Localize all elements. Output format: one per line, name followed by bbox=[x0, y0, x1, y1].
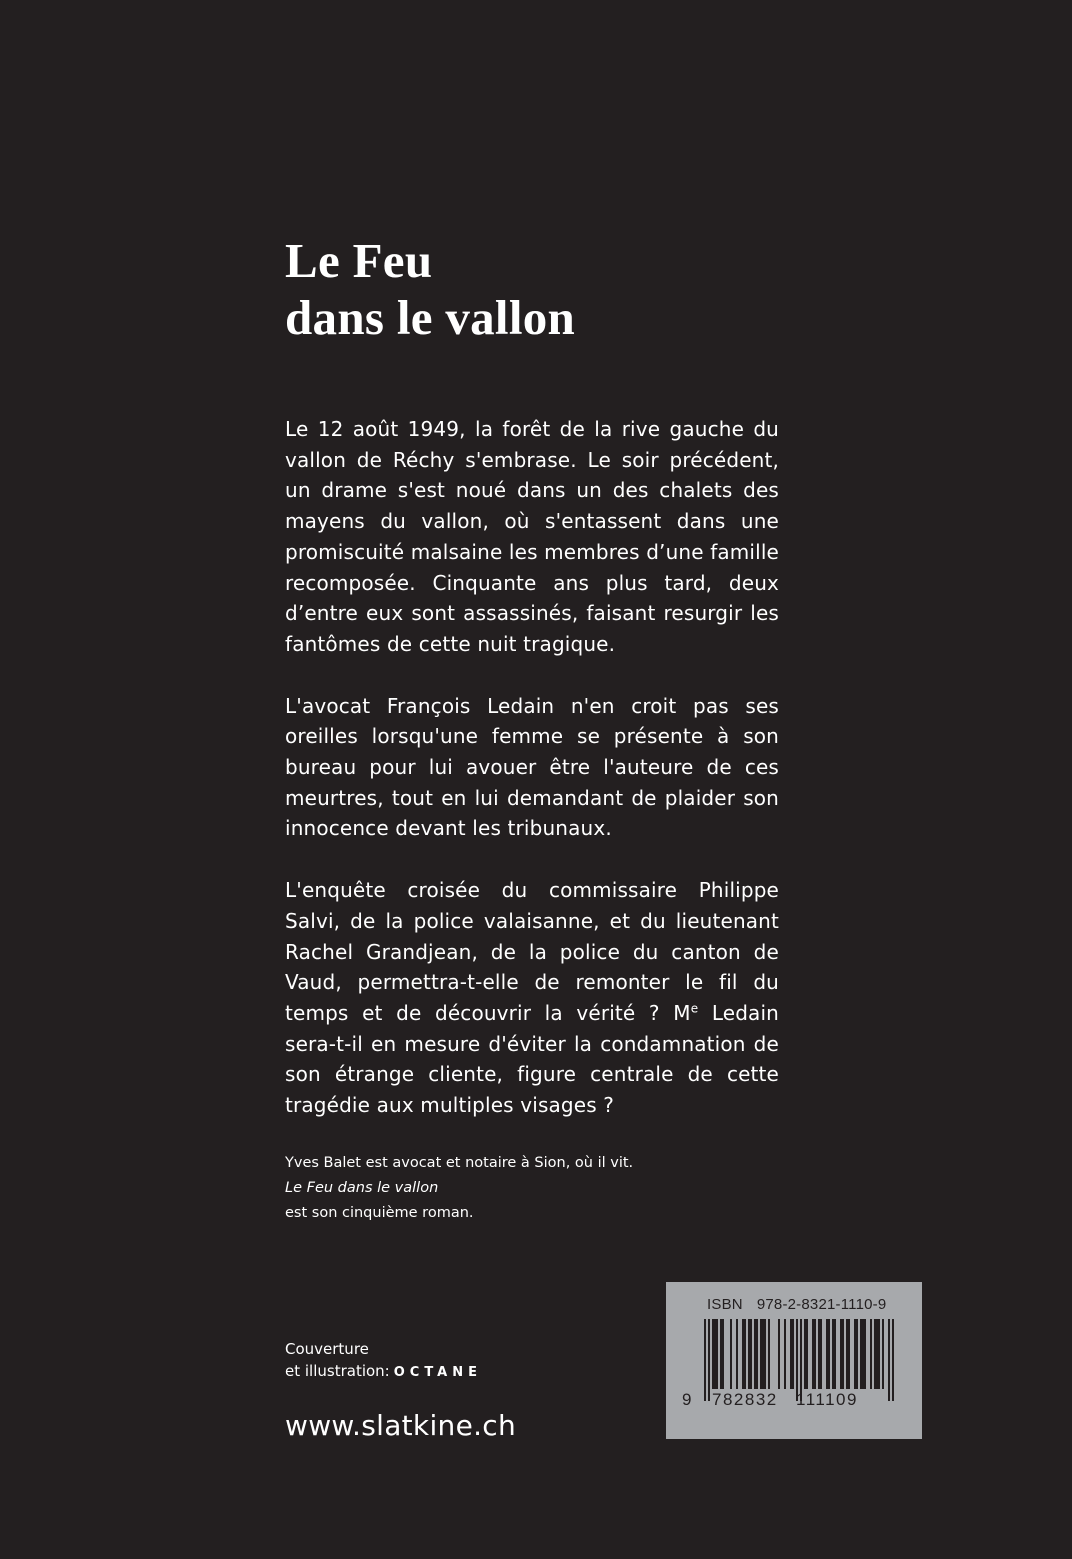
credits-label: et illustration: bbox=[285, 1362, 390, 1380]
isbn-line bbox=[707, 1296, 886, 1313]
barcode-bar-5 bbox=[736, 1319, 738, 1389]
author-note bbox=[285, 1151, 805, 1226]
blurb-paragraph-2: L'avocat François Ledain n'en croit pas ses oreilles lorsqu'une femme se présente à son bureau pour lui avouer être l'auteure de ces meurtres, tout en lui demandant de plaider son innocence devant les tribunaux. bbox=[285, 693, 779, 841]
barcode-bar-15 bbox=[800, 1319, 802, 1401]
credits-line-1: Couverture bbox=[285, 1340, 369, 1358]
barcode-bar-10 bbox=[768, 1319, 770, 1389]
barcode-bar-23 bbox=[854, 1319, 858, 1389]
book-title-line-2: dans le vallon bbox=[285, 290, 576, 345]
blurb-paragraph-3-start: L'enquête croisée du commissaire Philippe Salvi, de la police valaisanne, et du lieutenant Rachel Grandjean, de la police du canton de Vaud, permettra-t-elle de remonter le fil du temps et de découvrir la vérité ? M bbox=[285, 878, 779, 1025]
barcode-bar-26 bbox=[874, 1319, 880, 1389]
barcode-bar-11 bbox=[778, 1319, 780, 1389]
barcode-bar-18 bbox=[818, 1319, 822, 1389]
barcode-digit-first: 9 bbox=[682, 1390, 692, 1409]
barcode-bar-20 bbox=[832, 1319, 836, 1389]
barcode-bar-22 bbox=[846, 1319, 850, 1389]
blurb-paragraph-3 bbox=[285, 875, 779, 1121]
author-note-book-title: Le Feu dans le vallon bbox=[285, 1180, 439, 1196]
barcode-panel bbox=[666, 1282, 922, 1439]
barcode-bar-4 bbox=[730, 1319, 732, 1389]
barcode-bar-14 bbox=[796, 1319, 798, 1401]
blurb bbox=[285, 414, 779, 1121]
author-note-line-1: Yves Balet est avocat et notaire à Sion, où il vit. bbox=[285, 1155, 634, 1171]
ean-barcode bbox=[704, 1319, 894, 1401]
barcode-bar-19 bbox=[826, 1319, 830, 1389]
barcode-digits bbox=[682, 1390, 880, 1410]
barcode-bar-9 bbox=[760, 1319, 766, 1389]
barcode-digits-right: 111109 bbox=[796, 1390, 858, 1409]
credits-line-2 bbox=[285, 1360, 482, 1384]
isbn-number: 978-2-8321-1110-9 bbox=[756, 1296, 887, 1313]
author-note-line-2-rest: est son cinquième roman. bbox=[285, 1205, 474, 1221]
barcode-bar-8 bbox=[754, 1319, 758, 1389]
book-title-line-1: Le Feu bbox=[285, 233, 433, 288]
barcode-bar-21 bbox=[840, 1319, 844, 1389]
maitre-superscript: e bbox=[690, 1001, 699, 1016]
barcode-bar-28 bbox=[888, 1319, 890, 1401]
cover-credits bbox=[285, 1338, 482, 1384]
barcode-bar-29 bbox=[892, 1319, 894, 1401]
barcode-bar-1 bbox=[708, 1319, 710, 1401]
blurb-paragraph-3-end: Ledain sera-t-il en mesure d'éviter la condamnation de son étrange cliente, figure centrale de cette tragédie aux multiples visages ? bbox=[285, 1000, 779, 1118]
barcode-bar-25 bbox=[870, 1319, 872, 1389]
barcode-bar-12 bbox=[784, 1319, 786, 1389]
barcode-bar-2 bbox=[712, 1319, 718, 1389]
barcode-bar-3 bbox=[720, 1319, 724, 1389]
barcode-bar-0 bbox=[704, 1319, 706, 1401]
isbn-label: ISBN bbox=[707, 1296, 743, 1313]
barcode-bar-17 bbox=[812, 1319, 816, 1389]
barcode-bar-13 bbox=[790, 1319, 794, 1389]
barcode-bar-6 bbox=[742, 1319, 746, 1389]
studio-name: OCTANE bbox=[393, 1365, 483, 1380]
barcode-digits-left: 782832 bbox=[712, 1390, 778, 1409]
publisher-website: www.slatkine.ch bbox=[285, 1409, 517, 1442]
barcode-bar-16 bbox=[804, 1319, 808, 1389]
barcode-bar-24 bbox=[860, 1319, 866, 1389]
book-title bbox=[285, 232, 575, 346]
barcode-bar-27 bbox=[882, 1319, 884, 1389]
blurb-paragraph-1: Le 12 août 1949, la forêt de la rive gauche du vallon de Réchy s'embrase. Le soir précédent, un drame s'est noué dans un des chalets des mayens du vallon, où s'entassent dans une promiscuité malsaine les membres d’une famille recomposée. Cinquante ans plus tard, deux d’entre eux sont assassinés, faisant resurgir les fantômes de cette nuit tragique. bbox=[285, 417, 779, 656]
author-note-line-2 bbox=[285, 1176, 805, 1226]
barcode-bar-7 bbox=[748, 1319, 752, 1389]
